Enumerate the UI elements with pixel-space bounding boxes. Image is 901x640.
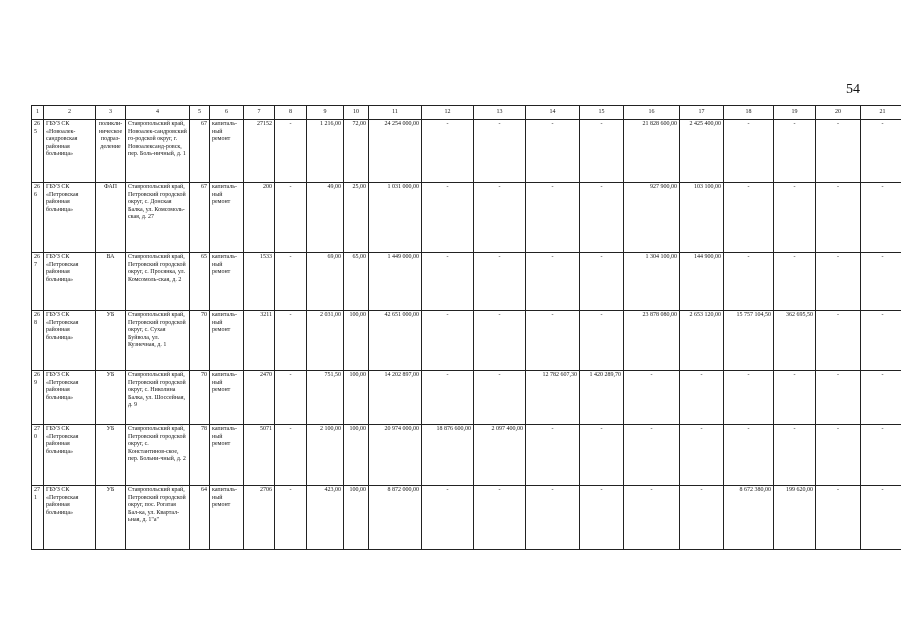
- table-cell: -: [526, 183, 580, 253]
- table-cell: -: [680, 425, 724, 486]
- table-cell: 67: [190, 183, 210, 253]
- table-cell: -: [724, 371, 774, 425]
- table-cell: 8 872 000,00: [369, 486, 422, 550]
- table-cell: -: [816, 183, 861, 253]
- table-cell: 1533: [244, 253, 275, 311]
- table-cell: 20 974 000,00: [369, 425, 422, 486]
- table-cell: -: [580, 120, 624, 183]
- table-cell: -: [624, 486, 680, 550]
- table-cell: Ставропольский край, Петровский городской округ, пос. Рогатая Бал-ка, ул. Квартал-ьная, д. 1"а": [126, 486, 190, 550]
- table-cell: УБ: [96, 371, 126, 425]
- table-cell: 1 031 000,00: [369, 183, 422, 253]
- table-cell: 8 672 380,00: [724, 486, 774, 550]
- table-cell: ГБУЗ СК «Петровская районная больница»: [44, 183, 96, 253]
- column-number: 2: [44, 106, 96, 120]
- table-cell: 1 304 100,00: [624, 253, 680, 311]
- table-cell: -: [275, 371, 307, 425]
- table-cell: 2 425 400,00: [680, 120, 724, 183]
- column-number: 1: [32, 106, 44, 120]
- table-cell: УБ: [96, 425, 126, 486]
- table-cell: ГБУЗ СК «Новоалек-сандровская районная больница»: [44, 120, 96, 183]
- table-cell: -: [774, 183, 816, 253]
- table-cell: 2706: [244, 486, 275, 550]
- table-cell: -: [474, 311, 526, 371]
- table-cell: -: [624, 371, 680, 425]
- table-cell: -: [474, 486, 526, 550]
- table-cell: капиталь-ный ремонт: [210, 311, 244, 371]
- table-cell: -: [474, 120, 526, 183]
- table-cell: 103 100,00: [680, 183, 724, 253]
- table-cell: -: [474, 253, 526, 311]
- table-cell: -: [422, 311, 474, 371]
- table-cell: 27152: [244, 120, 275, 183]
- table-cell: -: [861, 253, 901, 311]
- table-cell: 65: [190, 253, 210, 311]
- table-cell: -: [474, 183, 526, 253]
- table-cell: 2 100,00: [307, 425, 344, 486]
- table-cell: капиталь-ный ремонт: [210, 486, 244, 550]
- table-cell: -: [580, 253, 624, 311]
- table-cell: 2470: [244, 371, 275, 425]
- table-cell: 42 651 000,00: [369, 311, 422, 371]
- column-number: 6: [210, 106, 244, 120]
- table-cell: -: [275, 425, 307, 486]
- table-cell: 268: [32, 311, 44, 371]
- table-cell: -: [275, 183, 307, 253]
- column-number: 5: [190, 106, 210, 120]
- table-cell: 65,00: [344, 253, 369, 311]
- table-row: [32, 253, 901, 311]
- column-number: 17: [680, 106, 724, 120]
- table-cell: 67: [190, 120, 210, 183]
- table-cell: 1 420 289,70: [580, 371, 624, 425]
- table-cell: 100,00: [344, 311, 369, 371]
- table-cell: -: [580, 311, 624, 371]
- table-cell: Ставропольский край, Петровский городской округ, с. Просянка, ул. Комсомоль-ская, д. 2: [126, 253, 190, 311]
- table-cell: -: [724, 253, 774, 311]
- table-cell: 23 878 080,00: [624, 311, 680, 371]
- table-cell: 72,00: [344, 120, 369, 183]
- table-cell: 2 097 400,00: [474, 425, 526, 486]
- table-cell: 267: [32, 253, 44, 311]
- table-cell: -: [861, 486, 901, 550]
- table-cell: поликли-ническое подраз-деление: [96, 120, 126, 183]
- table-cell: Ставропольский край, Петровский городской округ, с. Донская Балка, ул. Комсомоль-ская, д. 27: [126, 183, 190, 253]
- table-body: [32, 106, 901, 550]
- column-number: 4: [126, 106, 190, 120]
- table-cell: -: [724, 183, 774, 253]
- column-number: 11: [369, 106, 422, 120]
- table-cell: -: [816, 253, 861, 311]
- column-number: 19: [774, 106, 816, 120]
- table-row: [32, 425, 901, 486]
- table-cell: -: [526, 311, 580, 371]
- column-number: 18: [724, 106, 774, 120]
- table-cell: 15 757 104,50: [724, 311, 774, 371]
- table-cell: -: [816, 120, 861, 183]
- table-cell: -: [624, 425, 680, 486]
- table-cell: Ставропольский край, Новоалек-сандровский го-родской округ, г. Новоалександ-ровск, пер. Боль-ничный, д. 1: [126, 120, 190, 183]
- table-cell: 2 031,00: [307, 311, 344, 371]
- table-cell: -: [422, 253, 474, 311]
- table-cell: 270: [32, 425, 44, 486]
- table-row: [32, 183, 901, 253]
- column-number: 10: [344, 106, 369, 120]
- table-cell: капиталь-ный ремонт: [210, 183, 244, 253]
- table-cell: -: [526, 486, 580, 550]
- table-cell: 14 202 897,00: [369, 371, 422, 425]
- table-cell: ФАП: [96, 183, 126, 253]
- table-cell: -: [580, 486, 624, 550]
- table-cell: -: [774, 120, 816, 183]
- table-cell: 271: [32, 486, 44, 550]
- table-cell: -: [680, 486, 724, 550]
- table-cell: Ставропольский край, Петровский городской округ, с. Константинов-ское, пер. Больни-чный, д. 2: [126, 425, 190, 486]
- table-cell: -: [774, 371, 816, 425]
- table-row: [32, 311, 901, 371]
- table-cell: -: [580, 425, 624, 486]
- table-cell: -: [861, 425, 901, 486]
- column-number: 20: [816, 106, 861, 120]
- table-cell: Ставропольский край, Петровский городской округ, с. Николина Балка, ул. Шоссейная, д. 9: [126, 371, 190, 425]
- table-cell: 78: [190, 425, 210, 486]
- table-cell: 100,00: [344, 486, 369, 550]
- table-cell: 24 254 000,00: [369, 120, 422, 183]
- table-row: [32, 371, 901, 425]
- table-cell: -: [275, 311, 307, 371]
- table-cell: -: [422, 183, 474, 253]
- column-number: 16: [624, 106, 680, 120]
- table-cell: 269: [32, 371, 44, 425]
- table-cell: УБ: [96, 311, 126, 371]
- table-cell: 362 695,50: [774, 311, 816, 371]
- table-cell: 70: [190, 311, 210, 371]
- table-cell: -: [774, 253, 816, 311]
- table-cell: 25,00: [344, 183, 369, 253]
- table-cell: ГБУЗ СК «Петровская районная больница»: [44, 425, 96, 486]
- table-cell: 5071: [244, 425, 275, 486]
- table-cell: капиталь-ный ремонт: [210, 253, 244, 311]
- table-cell: -: [724, 120, 774, 183]
- table-cell: 423,00: [307, 486, 344, 550]
- table-cell: 199 620,00: [774, 486, 816, 550]
- table-cell: -: [816, 486, 861, 550]
- table-cell: 265: [32, 120, 44, 183]
- table-cell: -: [526, 253, 580, 311]
- table-cell: 12 782 607,30: [526, 371, 580, 425]
- column-number: 8: [275, 106, 307, 120]
- table-cell: -: [526, 425, 580, 486]
- table-cell: ГБУЗ СК «Петровская районная больница»: [44, 253, 96, 311]
- table-cell: -: [861, 371, 901, 425]
- table-cell: Ставропольский край, Петровский городской округ, с. Сухая Буйвола, ул. Кузнечная, д. 1: [126, 311, 190, 371]
- table-cell: 64: [190, 486, 210, 550]
- table-cell: 200: [244, 183, 275, 253]
- table-cell: 70: [190, 371, 210, 425]
- table-cell: капиталь-ный ремонт: [210, 425, 244, 486]
- table-cell: -: [816, 425, 861, 486]
- table-cell: -: [474, 371, 526, 425]
- table-cell: -: [724, 425, 774, 486]
- table-cell: 21 828 600,00: [624, 120, 680, 183]
- column-number: 3: [96, 106, 126, 120]
- table-cell: 1 449 000,00: [369, 253, 422, 311]
- table-cell: -: [580, 183, 624, 253]
- table-cell: -: [816, 311, 861, 371]
- table-cell: ГБУЗ СК «Петровская районная больница»: [44, 486, 96, 550]
- page-number: 54: [846, 82, 860, 97]
- table-cell: 751,50: [307, 371, 344, 425]
- header-row: [32, 106, 901, 120]
- table-cell: ГБУЗ СК «Петровская районная больница»: [44, 371, 96, 425]
- table-cell: -: [422, 371, 474, 425]
- table-cell: -: [275, 253, 307, 311]
- table-cell: -: [275, 120, 307, 183]
- table-cell: 100,00: [344, 371, 369, 425]
- table-cell: 3211: [244, 311, 275, 371]
- table-cell: 266: [32, 183, 44, 253]
- table-cell: -: [861, 183, 901, 253]
- table-cell: 69,00: [307, 253, 344, 311]
- table-row: [32, 120, 901, 183]
- column-number: 12: [422, 106, 474, 120]
- table-cell: 2 653 120,00: [680, 311, 724, 371]
- table-cell: 1 216,00: [307, 120, 344, 183]
- column-number: 7: [244, 106, 275, 120]
- table-cell: капиталь-ный ремонт: [210, 120, 244, 183]
- table-cell: УБ: [96, 486, 126, 550]
- table-cell: 100,00: [344, 425, 369, 486]
- table-cell: -: [861, 311, 901, 371]
- table-row: [32, 486, 901, 550]
- table-cell: -: [680, 371, 724, 425]
- data-table: [31, 105, 901, 550]
- column-number: 21: [861, 106, 901, 120]
- column-number: 13: [474, 106, 526, 120]
- table-cell: -: [422, 486, 474, 550]
- table-cell: -: [816, 371, 861, 425]
- column-number: 9: [307, 106, 344, 120]
- table-cell: ГБУЗ СК «Петровская районная больница»: [44, 311, 96, 371]
- table-cell: 927 900,00: [624, 183, 680, 253]
- column-number: 14: [526, 106, 580, 120]
- table-cell: -: [422, 120, 474, 183]
- table-cell: -: [275, 486, 307, 550]
- table-cell: ВА: [96, 253, 126, 311]
- table-cell: -: [774, 425, 816, 486]
- table-cell: 49,00: [307, 183, 344, 253]
- table-cell: капиталь-ный ремонт: [210, 371, 244, 425]
- table-cell: 18 876 600,00: [422, 425, 474, 486]
- table-cell: 144 900,00: [680, 253, 724, 311]
- table-cell: -: [526, 120, 580, 183]
- column-number: 15: [580, 106, 624, 120]
- table-cell: -: [861, 120, 901, 183]
